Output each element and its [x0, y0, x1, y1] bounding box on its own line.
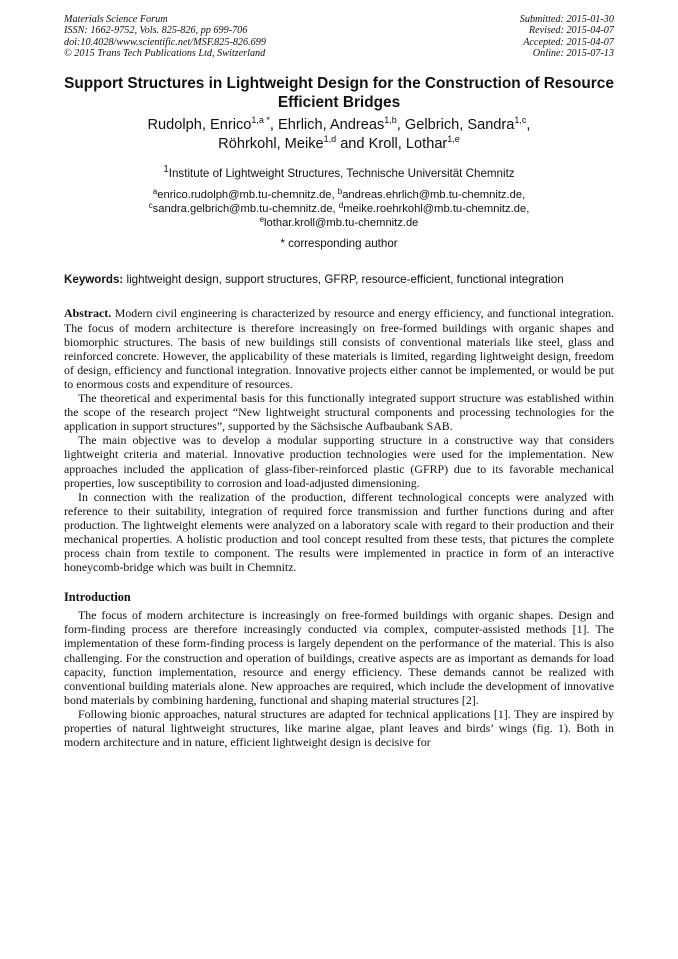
abstract-paragraph: The main objective was to develop a modular supporting structure in a constructive way that considers lightweight criteria and material. Innovative production technologies were used for the implementation. New approaches included the application of glass-fiber-reinforced plastic (GFRP) due to its favorable mechanical properties, low susceptibility to corrosion and load-adjusted dimensioning. [64, 433, 614, 490]
author-separator: , [526, 116, 531, 133]
email-address[interactable]: enrico.rudolph@mb.tu-chemnitz.de, [157, 189, 335, 202]
accepted-date: Accepted: 2015-04-07 [523, 36, 614, 48]
dates-info [520, 14, 614, 60]
author-name: Kroll, Lothar [368, 136, 448, 153]
affiliation-marker: 1 [163, 163, 169, 175]
doi-line: doi:10.4028/www.scientific.net/MSF.825-826.699 [64, 36, 266, 48]
publication-header [64, 14, 614, 60]
author-separator: , [396, 116, 405, 133]
author-and: and [336, 136, 369, 153]
email-marker: c [148, 201, 153, 211]
abstract-paragraph: In connection with the realization of the production, different technological concepts were analyzed with reference to their suitability, integration of required force transmission and further functions during and after production. The lightweight elements were analyzed on a laboratory scale with regard to their production and their mechanical properties. A holistic production and tool concept resulted from these tests, that pictures the complete process chain from textile to component. The results were implemented in practice in form of an interactive honeycomb-bridge which was built in Chemnitz. [64, 489, 614, 575]
keywords-label: Keywords: [64, 273, 124, 287]
copyright-line: © 2015 Trans Tech Publications Ltd, Switzerland [64, 48, 266, 60]
author-affiliation-marker: 1,b [384, 114, 397, 125]
email-address[interactable]: andreas.ehrlich@mb.tu-chemnitz.de, [342, 189, 526, 202]
email-address[interactable]: lothar.kroll@mb.tu-chemnitz.de [264, 217, 419, 230]
author-name: Rudolph, Enrico [147, 116, 252, 133]
paper-title: Support Structures in Lightweight Design for the Construction of Resource Efficient Bridges [64, 74, 614, 111]
journal-name: Materials Science Forum [64, 14, 168, 25]
author-affiliation-marker: 1,d [323, 134, 337, 145]
author-affiliation-marker: 1,e [447, 134, 460, 145]
introduction-section [64, 590, 614, 749]
author-name: Ehrlich, Andreas [277, 116, 385, 133]
affiliation [64, 163, 614, 181]
keywords-line [64, 273, 614, 287]
abstract-paragraph: The theoretical and experimental basis for this functionally integrated support structure was established within the scope of the research project “New lightweight structural components and processing technologies for the application in support structures”, supported by the Sächsische Aufbaubank SAB. [64, 391, 614, 434]
keywords-text: lightweight design, support structures, GFRP, resource-efficient, functional integration [126, 273, 564, 287]
affiliation-text: Institute of Lightweight Structures, Technische Universität Chemnitz [168, 166, 515, 180]
abstract-paragraph-text: Modern civil engineering is characterized by resource and energy efficiency, and functional integration. The focus of modern architecture is therefore increasingly on free-formed buildings with organic shapes and biomorphic structures. The basis of new buildings still consists of conventional materials like steel, glass and reinforced concrete. However, the applicability of these materials is limited, regarding lightweight design, freedom of design, efficiency and functional integration. Innovative projects either cannot be implemented, or would be put to enormous costs and expenditure of resources. [64, 306, 614, 391]
email-marker: a [152, 187, 158, 197]
journal-info [64, 14, 266, 60]
email-marker: d [338, 201, 344, 211]
issn-line: ISSN: 1662-9752, Vols. 825-826, pp 699-706 [64, 25, 248, 37]
email-marker: e [259, 215, 265, 225]
author-separator: , [269, 116, 278, 133]
online-date: Online: 2015-07-13 [532, 48, 614, 60]
abstract-paragraph [64, 306, 614, 391]
email-list [64, 188, 614, 230]
author-name: Gelbrich, Sandra [404, 116, 515, 133]
author-affiliation-marker: 1,a * [251, 114, 270, 125]
corresponding-author-note: * corresponding author [280, 237, 398, 251]
author-name: Röhrkohl, Meike [218, 136, 324, 153]
abstract-label: Abstract. [64, 306, 112, 321]
author-affiliation-marker: 1,c [514, 114, 527, 125]
introduction-paragraph: Following bionic approaches, natural structures are adapted for technical applications [1]. They are inspired by properties of natural lightweight structures, like marine algae, plant leaves and birds’ wings (fig. 1). Both in modern architecture and in nature, efficient lightweight design is decisive for [64, 706, 614, 750]
submitted-date: Submitted: 2015-01-30 [519, 14, 614, 25]
email-marker: b [337, 187, 343, 197]
introduction-paragraph: The focus of modern architecture is increasingly on free-formed buildings with organic shapes. Design and form-finding process are therefore increasingly conducted via complex, computer-assisted methods [1]. The implementation of these form-finding process is largely dependent on the performance of the material. This is also challenging. For the construction and operation of buildings, creative aspects are as important as demands for load capacity, function implementation, resource and energy efficiency. These demands cannot be realized with conventional building materials alone. New approaches are required, which include the development of innovative bond materials by combining hardening, functional and shaping material structures [2]. [64, 608, 614, 707]
abstract-section [64, 306, 614, 574]
revised-date: Revised: 2015-04-07 [528, 25, 614, 37]
author-list [64, 116, 614, 155]
email-address[interactable]: meike.roehrkohl@mb.tu-chemnitz.de, [343, 203, 530, 216]
email-address[interactable]: sandra.gelbrich@mb.tu-chemnitz.de, [152, 203, 336, 216]
section-heading: Introduction [64, 590, 131, 605]
